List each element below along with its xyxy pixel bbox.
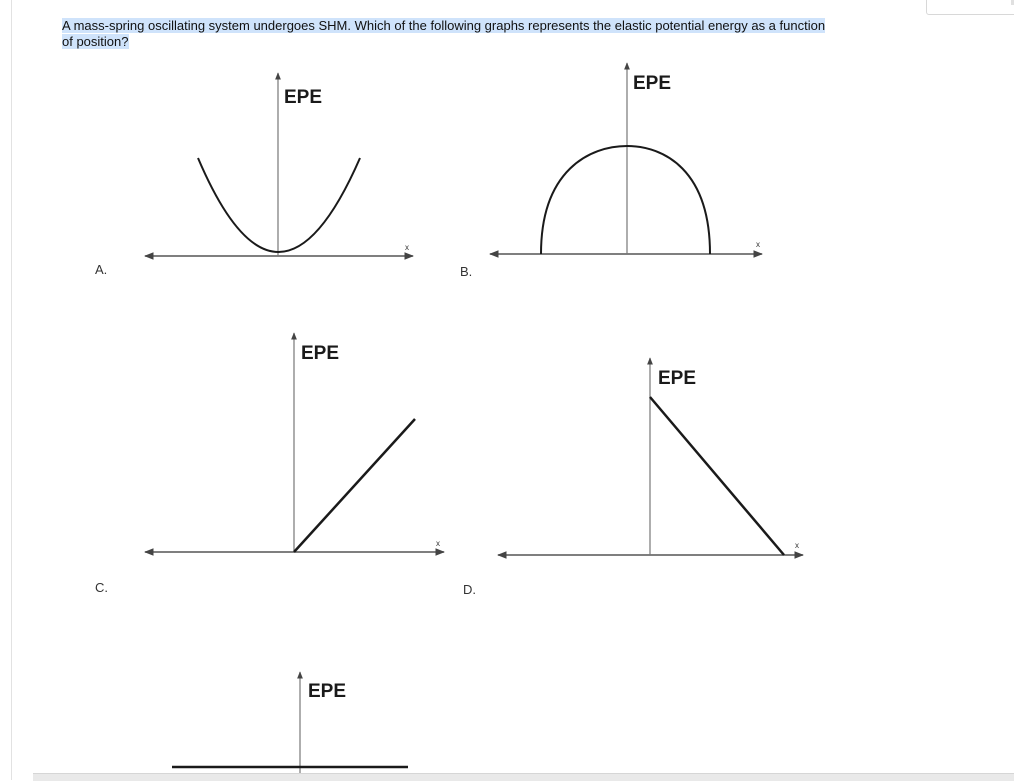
graph-a-y-label: EPE: [284, 87, 323, 108]
graph-b: [490, 63, 762, 254]
option-b-label[interactable]: B.: [460, 264, 473, 279]
question-line-1: A mass-spring oscillating system undergoes SHM. Which of the following graphs represents the elastic potential energy as a function: [62, 18, 826, 33]
graph-b-y-label: EPE: [633, 73, 672, 94]
graph-b-curve: [541, 146, 710, 254]
graph-d-line: [650, 397, 784, 555]
graph-d-y-label: EPE: [658, 368, 697, 389]
graph-e-y-label: EPE: [308, 681, 347, 702]
graph-a: [145, 73, 413, 256]
graph-d: [498, 358, 803, 555]
option-c-label[interactable]: C.: [95, 580, 108, 595]
option-a-label[interactable]: A.: [95, 262, 108, 277]
graph-a-curve: [198, 158, 360, 252]
graph-c-line: [294, 419, 415, 552]
graph-c-y-label: EPE: [301, 343, 340, 364]
graph-e: [172, 672, 408, 776]
option-d-label[interactable]: D.: [463, 582, 476, 597]
graph-a-x-label: x: [405, 243, 409, 252]
graph-c-x-label: x: [436, 539, 440, 548]
question-line-2: of position?: [62, 34, 129, 49]
graph-b-x-label: x: [756, 240, 760, 249]
graph-c: [145, 333, 444, 552]
graph-d-x-label: x: [795, 541, 799, 550]
